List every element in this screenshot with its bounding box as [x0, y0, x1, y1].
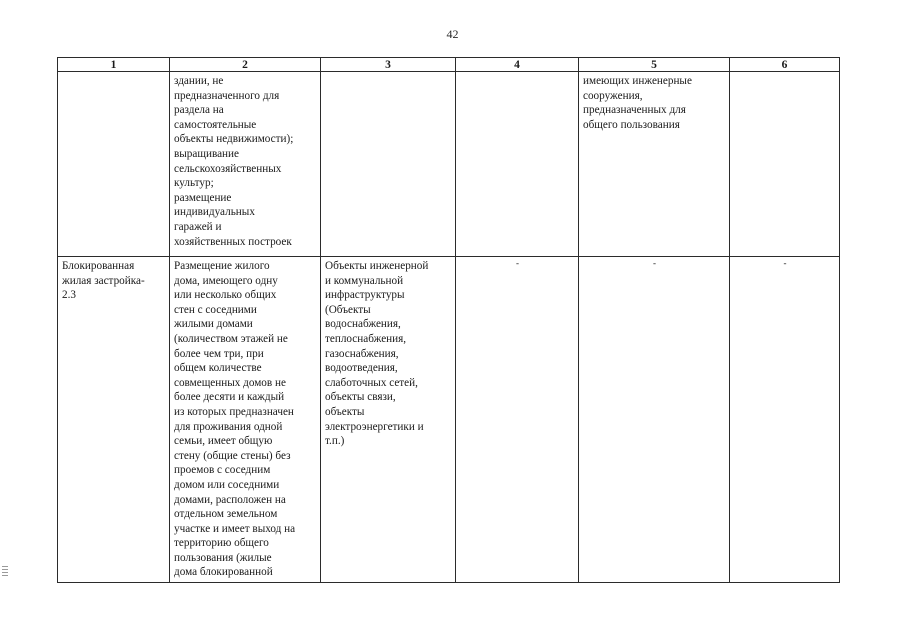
- column-header-4: 4: [456, 58, 579, 72]
- cell-text: -: [783, 258, 787, 268]
- cell-text: имеющих инженерные сооружения, предназначенных для общего пользования: [583, 75, 692, 131]
- column-header-1: 1: [58, 58, 170, 72]
- cell-text: Объекты инженерной и коммунальной инфраструктуры (Объекты водоснабжения, теплоснабжения, газоснабжения, водоотведения, слаботочных сетей, объекты связи, объекты электроэнергетики и т.п.): [325, 260, 429, 448]
- land-use-table: [57, 57, 840, 583]
- table-cell: [170, 72, 321, 257]
- column-header-5: 5: [579, 58, 730, 72]
- column-header-2: 2: [170, 58, 321, 72]
- table-cell: [456, 257, 579, 583]
- table-cell: [456, 72, 579, 257]
- table-cell: [730, 72, 840, 257]
- cell-text: здании, не предназначенного для раздела на самостоятельные объекты недвижимости); выращивание сельскохозяйственных культур; размещение индивидуальных гаражей и хозяйственных построек: [174, 75, 294, 248]
- table-row: [58, 72, 840, 257]
- table-row: [58, 257, 840, 583]
- table-cell: [321, 72, 456, 257]
- margin-mark-icon: [2, 566, 8, 580]
- table-cell: [170, 257, 321, 583]
- table-cell: [58, 72, 170, 257]
- column-header-6: 6: [730, 58, 840, 72]
- table-cell: [321, 257, 456, 583]
- cell-text: -: [516, 258, 519, 268]
- cell-text: Блокированная жилая застройка- 2.3: [62, 260, 145, 302]
- table-cell: [579, 257, 730, 583]
- page-number: 42: [446, 27, 459, 41]
- cell-text: -: [653, 258, 656, 268]
- table-cell: [730, 257, 840, 583]
- cell-text: Размещение жилого дома, имеющего одну или несколько общих стен с соседними жилыми домами (количеством этажей не более чем три, при общем количестве совмещенных домов не более десяти и каждый из которых предназначен для проживания одной семьи, имеет общую стену (общие стены) без проемов с соседним домом или соседними домами, расположен на отдельном земельном участке и имеет выход на территорию общего пользования (жилые дома блокированной: [174, 260, 296, 579]
- column-header-3: 3: [321, 58, 456, 72]
- table-header-row: [58, 58, 840, 72]
- table-cell: [58, 257, 170, 583]
- table-cell: [579, 72, 730, 257]
